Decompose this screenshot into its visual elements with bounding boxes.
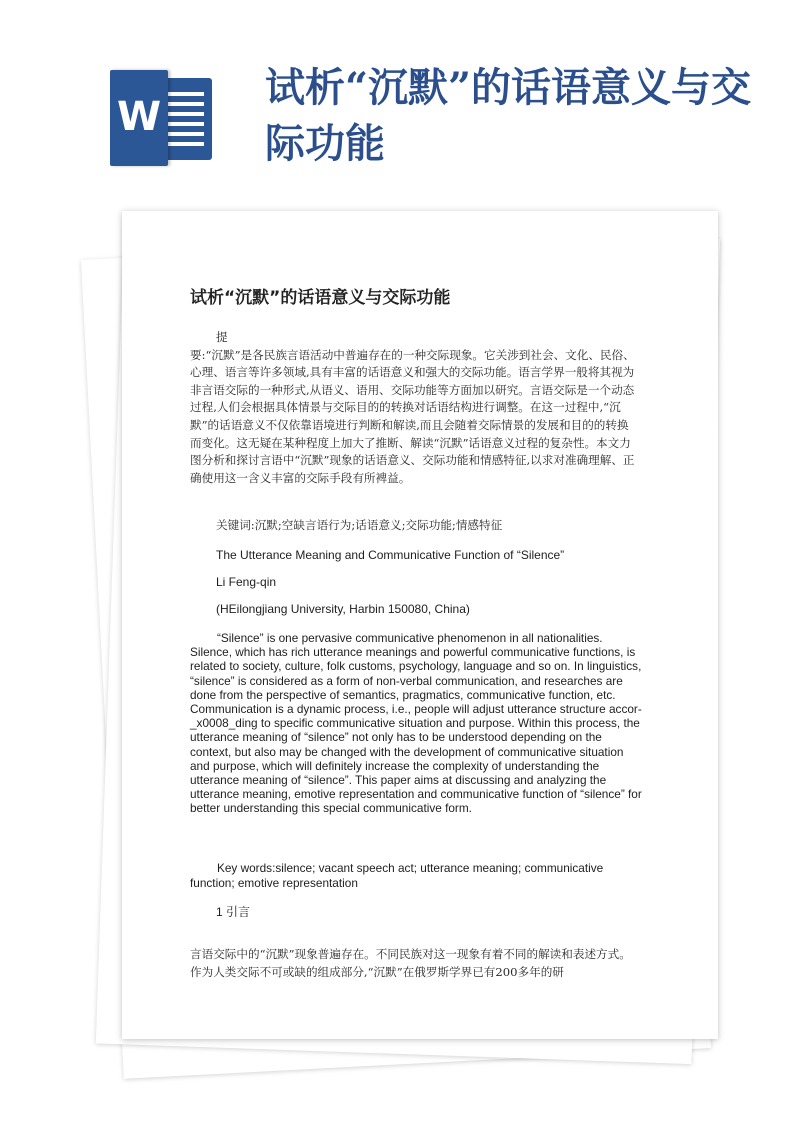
abstract-text: 要:“沉默”是各民族言语活动中普遍存在的一种交际现象。它关涉到社会、文化、民俗、心理、语言等许多领域,具有丰富的话语意义和强大的交际功能。语言学界一般将其视为非言语交际的一种形式,从语义、语用、交际功能等方面加以研究。言语交际是一个动态过程,人们会根据具体情景与交际目的的转换对话语结构进行调整。在这一过程中,“沉默”的话语意义不仅依靠语境进行判断和解读,而且会随着交际情景的发展和目的的转换而变化。这无疑在某种程度上加大了推断、解读“沉默”话语意义过程的复杂性。本文力图分析和探讨言语中“沉默”现象的话语意义、交际功能和情感特征,以求对准确理解、正确使用这一含义丰富的交际手段有所裨益。: [190, 347, 635, 485]
abstract-label: 提: [216, 330, 228, 344]
section-heading: 1 引言: [216, 905, 251, 919]
document-title: 试析“沉默”的话语意义与交际功能: [190, 288, 451, 308]
english-affiliation: (HEilongjiang University, Harbin 150080, China): [216, 602, 470, 616]
page-title: 试析“沉默”的话语意义与交际功能: [265, 64, 752, 167]
document-page: [122, 211, 718, 1039]
english-abstract: [190, 631, 642, 816]
word-icon: [110, 70, 212, 166]
english-author: Li Feng-qin: [216, 575, 277, 589]
english-abstract-text: “Silence” is one pervasive communicative phenomenon in all nationalities. Silence, which has rich utterance meanings and powerful communicative functions, is related to society, culture, folk customs, psychology, language and so on. In linguistics, “silence” is considered as a form of non-verbal communication, and researches are done from the perspective of semantics, pragmatics, communicative function, etc. Communication is a dynamic process, i.e., people will adjust utterance structure accor-_x0008_ding to specific communicative situation and purpose. Within this process, the utterance meaning of “silence” not only has to be understood depending on the context, but also may be changed with the development of communicative situation and purpose, which will definitely increase the complexity of understanding the utterance meaning of “silence”. This paper aims at discussing and analyzing the utterance meaning, emotive representation and communicative function of “silence” for better understanding this special communicative form.: [190, 631, 642, 816]
english-title: The Utterance Meaning and Communicative Function of “Silence”: [216, 548, 565, 562]
intro-paragraph: 言语交际中的“沉默”现象普遍存在。不同民族对这一现象有着不同的解读和表述方式。作为人类交际不可或缺的组成部分,“沉默”在俄罗斯学界已有200多年的研: [190, 947, 631, 979]
word-icon-badge: [110, 70, 168, 166]
english-keywords-text: Key words:silence; vacant speech act; utterance meaning; communicative function; emotive representation: [190, 861, 604, 890]
word-icon-letter: W: [116, 94, 162, 140]
chinese-abstract: [190, 329, 635, 487]
chinese-keywords: 关键词:沉默;空缺言语行为;话语意义;交际功能;情感特征: [216, 518, 503, 532]
english-keywords: [190, 861, 642, 891]
